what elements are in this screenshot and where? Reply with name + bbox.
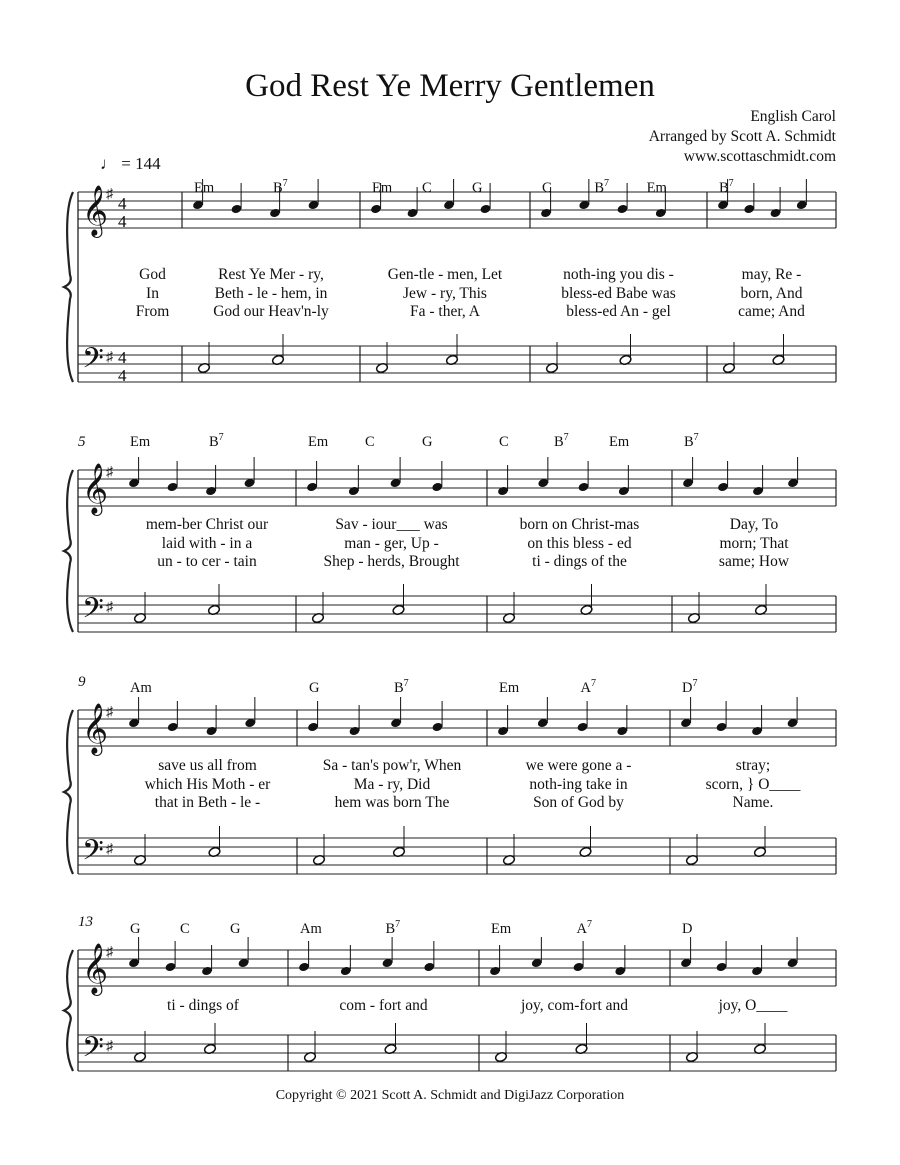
lyric-verse-1: we were gone a - xyxy=(525,757,632,774)
treble-clef-icon: 𝄞 xyxy=(82,704,109,753)
key-signature-sharp: ♯ xyxy=(106,705,113,720)
chord-symbol: G xyxy=(230,921,241,937)
system-2 xyxy=(64,432,836,632)
composer-credit: English Carol xyxy=(750,108,836,125)
lyric-verse-1: Day, To xyxy=(729,516,779,533)
lyric-verse-3: Son of God by xyxy=(533,794,624,811)
brace-icon xyxy=(64,192,73,382)
time-signature-numerator: 4 xyxy=(118,348,127,367)
lyric-verse-1: mem-ber Christ our xyxy=(145,516,269,533)
chord-symbol: $A^7$ xyxy=(580,678,596,696)
chord-symbol: Em xyxy=(372,180,393,196)
lyric-verse-2: bless-ed Babe was xyxy=(561,285,676,302)
chord-symbol: C xyxy=(499,434,509,450)
lyric-verse-2: noth-ing take in xyxy=(529,776,628,793)
key-signature-sharp: ♯ xyxy=(106,1039,113,1054)
lyric-verse-3: God our Heav'n-ly xyxy=(213,303,329,320)
bass-clef-icon: 𝄢 xyxy=(82,344,104,381)
lyric-verse-1: save us all from xyxy=(158,757,257,774)
key-signature-sharp: ♯ xyxy=(106,187,113,202)
lyric-verse-3: Fa - ther, A xyxy=(410,303,480,320)
lyric-verse-3: came; And xyxy=(738,303,805,320)
lyric-verse-3: same; How xyxy=(718,553,790,570)
system-4 xyxy=(64,914,836,1071)
measure-number: 5 xyxy=(78,434,86,450)
chord-symbol: Em xyxy=(194,180,215,196)
bass-clef-icon: 𝄢 xyxy=(82,836,104,873)
key-signature-sharp: ♯ xyxy=(106,600,113,615)
lyric-verse-1: Gen-tle - men, Let xyxy=(387,266,503,283)
lyric-verse-3: un - to cer - tain xyxy=(157,553,257,570)
lyric-verse-3: that in Beth - le - xyxy=(154,794,261,811)
chord-symbol: G xyxy=(472,180,483,196)
lyric-verse-3: Name. xyxy=(732,794,774,811)
chord-symbol: Em xyxy=(130,434,151,450)
time-signature-denominator: 4 xyxy=(118,366,127,385)
brace-icon xyxy=(64,950,73,1071)
lyric-verse-1: joy, O____ xyxy=(718,997,788,1014)
lyric-verse-1: stray; xyxy=(735,757,771,774)
chord-symbol: $B^7$ xyxy=(719,178,734,196)
lyric-verse-3: bless-ed An - gel xyxy=(566,303,671,320)
chord-symbol: C xyxy=(365,434,375,450)
lyric-verse-2: on this bless - ed xyxy=(527,535,632,552)
arranger-credit: Arranged by Scott A. Schmidt xyxy=(648,128,836,145)
key-signature-sharp: ♯ xyxy=(106,945,113,960)
lyric-verse-2: In xyxy=(146,285,159,302)
chord-symbol: $B^7$ xyxy=(273,178,288,196)
chord-symbol: $B^7$ xyxy=(394,678,409,696)
lyric-verse-2: scorn, } O____ xyxy=(705,776,801,793)
lyric-verse-1: born on Christ-mas xyxy=(519,516,640,533)
chord-symbol: $B^7$ xyxy=(554,432,569,450)
time-signature-denominator: 4 xyxy=(118,212,127,231)
lyric-verse-3: hem was born The xyxy=(334,794,450,811)
lyric-verse-2: laid with - in a xyxy=(161,535,253,552)
bass-clef-icon: 𝄢 xyxy=(82,1033,104,1070)
lyric-verse-1: noth-ing you dis - xyxy=(563,266,674,283)
chord-symbol: G xyxy=(130,921,141,937)
lyric-verse-1: Sav - iour___ was xyxy=(335,516,448,533)
key-signature-sharp: ♯ xyxy=(106,842,113,857)
lyric-verse-2: born, And xyxy=(740,285,803,302)
quarter-note-icon: ♩ xyxy=(100,154,117,173)
measure-number: 13 xyxy=(78,914,93,930)
lyric-verse-1: ti - dings of xyxy=(167,997,239,1014)
chord-symbol: G xyxy=(309,680,320,696)
lyric-verse-2: Ma - ry, Did xyxy=(353,776,431,793)
lyric-verse-3: Shep - herds, Brought xyxy=(323,553,460,570)
chord-symbol: Em xyxy=(308,434,329,450)
chord-symbol: $B^7$ xyxy=(385,919,401,937)
website-credit: www.scottaschmidt.com xyxy=(683,148,836,165)
chord-symbol: Em xyxy=(646,180,667,196)
bass-clef-icon: 𝄢 xyxy=(82,594,104,631)
page-title: God Rest Ye Merry Gentlemen xyxy=(245,68,655,104)
lyric-verse-1: joy, com-fort and xyxy=(520,997,629,1014)
chord-symbol: Em xyxy=(609,434,630,450)
treble-clef-icon: 𝄞 xyxy=(82,186,109,235)
lyric-verse-2: which His Moth - er xyxy=(144,776,271,793)
key-signature-sharp: ♯ xyxy=(106,350,113,365)
chord-symbol: $B^7$ xyxy=(209,432,224,450)
lyric-verse-3: ti - dings of the xyxy=(532,553,627,570)
lyric-verse-2: man - ger, Up - xyxy=(344,535,439,552)
chord-symbol: D xyxy=(682,921,693,937)
chord-symbol: G xyxy=(422,434,433,450)
lyric-verse-2: morn; That xyxy=(719,535,789,552)
tempo-value: = 144 xyxy=(121,154,161,173)
system-1 xyxy=(64,178,836,385)
time-signature-numerator: 4 xyxy=(118,194,127,213)
lyric-verse-2: Jew - ry, This xyxy=(403,285,487,302)
measure-number: 9 xyxy=(78,674,86,690)
chord-symbol: $B^7$ xyxy=(594,178,610,196)
lyric-verse-1: Rest Ye Mer - ry, xyxy=(218,266,324,283)
chord-symbol: Em xyxy=(491,921,512,937)
chord-symbol: $B^7$ xyxy=(684,432,699,450)
copyright-notice: Copyright © 2021 Scott A. Schmidt and DigiJazz Corporation xyxy=(275,1088,625,1103)
chord-symbol: C xyxy=(422,180,432,196)
chord-symbol: $A^7$ xyxy=(576,919,592,937)
chord-symbol: Am xyxy=(130,680,152,696)
chord-symbol: Em xyxy=(499,680,520,696)
chord-symbol: $D^7$ xyxy=(682,678,698,696)
chord-symbol: Am xyxy=(300,921,322,937)
lyric-verse-3: From xyxy=(135,303,170,320)
lyric-verse-1: may, Re - xyxy=(741,266,802,283)
chord-symbol: C xyxy=(180,921,190,937)
lyric-verse-1: com - fort and xyxy=(339,997,428,1014)
brace-icon xyxy=(64,470,73,632)
lyric-verse-2: Beth - le - hem, in xyxy=(214,285,328,302)
brace-icon xyxy=(64,710,73,874)
treble-clef-icon: 𝄞 xyxy=(82,944,109,993)
lyric-verse-1: Sa - tan's pow'r, When xyxy=(322,757,462,774)
lyric-verse-1: God xyxy=(139,266,166,283)
chord-symbol: C xyxy=(542,180,552,196)
system-3 xyxy=(64,674,836,874)
treble-clef-icon: 𝄞 xyxy=(82,464,109,513)
key-signature-sharp: ♯ xyxy=(106,465,113,480)
